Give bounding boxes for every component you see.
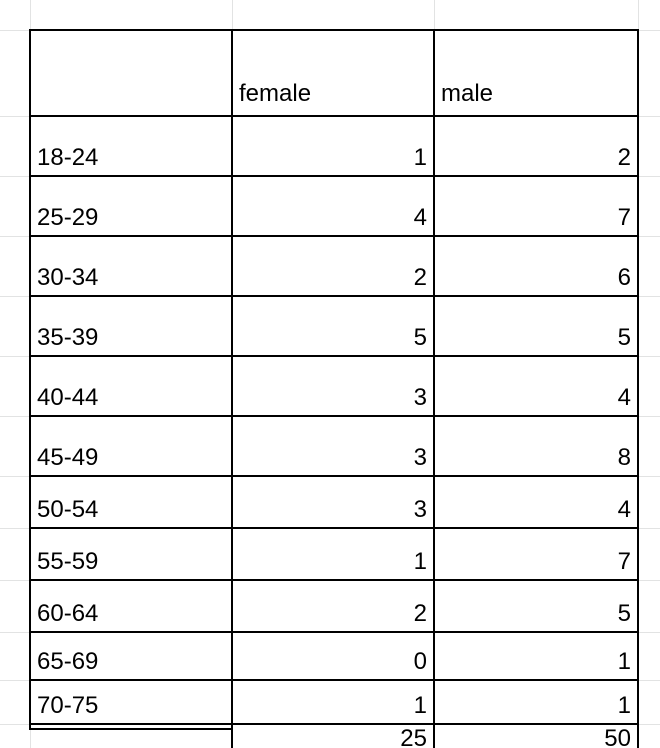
female-count-cell[interactable]: 2 xyxy=(231,579,435,633)
male-count-cell[interactable]: 7 xyxy=(433,527,639,581)
age-range-cell[interactable]: 18-24 xyxy=(29,115,233,177)
female-count-cell[interactable]: 4 xyxy=(231,175,435,237)
female-total-cell[interactable]: 25 xyxy=(231,723,435,748)
header-cell-empty[interactable] xyxy=(29,29,233,117)
age-range-cell[interactable]: 45-49 xyxy=(29,415,233,477)
age-range-cell[interactable]: 25-29 xyxy=(29,175,233,237)
header-cell-female[interactable]: female xyxy=(231,29,435,117)
age-range-cell[interactable]: 60-64 xyxy=(29,579,233,633)
age-range-cell[interactable]: 50-54 xyxy=(29,475,233,529)
male-count-cell[interactable]: 1 xyxy=(433,631,639,681)
age-range-cell[interactable]: 65-69 xyxy=(29,631,233,681)
female-count-cell[interactable]: 1 xyxy=(231,527,435,581)
age-range-cell[interactable]: 55-59 xyxy=(29,527,233,581)
female-count-cell[interactable]: 3 xyxy=(231,475,435,529)
female-count-cell[interactable]: 1 xyxy=(231,679,435,725)
male-count-cell[interactable]: 5 xyxy=(433,295,639,357)
male-count-cell[interactable]: 4 xyxy=(433,475,639,529)
male-count-cell[interactable]: 6 xyxy=(433,235,639,297)
female-count-cell[interactable]: 3 xyxy=(231,355,435,417)
age-range-cell[interactable]: 40-44 xyxy=(29,355,233,417)
female-count-cell[interactable]: 0 xyxy=(231,631,435,681)
male-count-cell[interactable]: 5 xyxy=(433,579,639,633)
male-count-cell[interactable]: 2 xyxy=(433,115,639,177)
female-count-cell[interactable]: 1 xyxy=(231,115,435,177)
totals-label-cell[interactable] xyxy=(29,723,233,730)
age-range-cell[interactable]: 70-75 xyxy=(29,679,233,725)
male-count-cell[interactable]: 8 xyxy=(433,415,639,477)
female-count-cell[interactable]: 2 xyxy=(231,235,435,297)
age-range-cell[interactable]: 35-39 xyxy=(29,295,233,357)
male-count-cell[interactable]: 4 xyxy=(433,355,639,417)
male-count-cell[interactable]: 1 xyxy=(433,679,639,725)
age-range-cell[interactable]: 30-34 xyxy=(29,235,233,297)
male-count-cell[interactable]: 7 xyxy=(433,175,639,237)
female-count-cell[interactable]: 5 xyxy=(231,295,435,357)
male-total-cell[interactable]: 50 xyxy=(433,723,639,748)
female-count-cell[interactable]: 3 xyxy=(231,415,435,477)
header-cell-male[interactable]: male xyxy=(433,29,639,117)
